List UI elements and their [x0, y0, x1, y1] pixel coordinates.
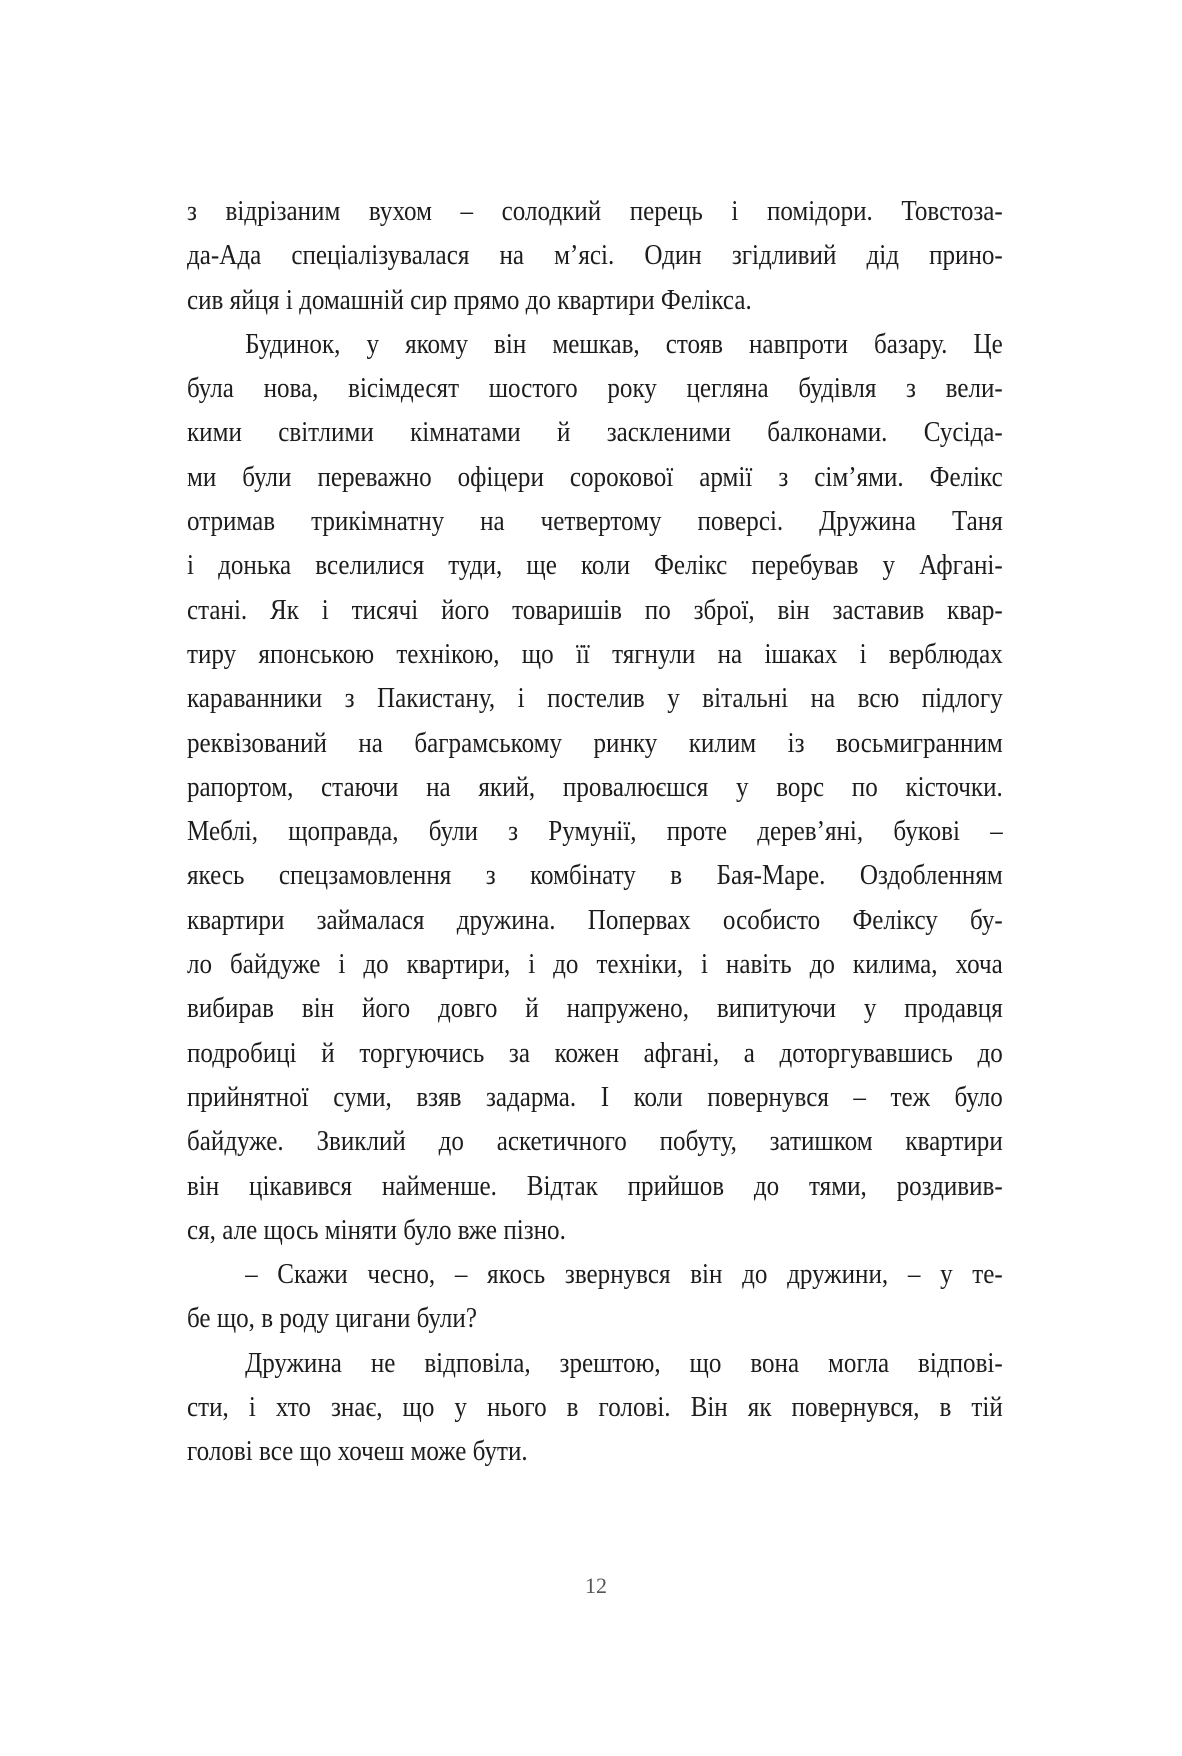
text-line: – Скажи чесно, – якось звернувся він до дружини, – у те-	[245, 1259, 1003, 1291]
text-line: і донька вселилися туди, ще коли Фелікс перебував у Афгані-	[187, 550, 1003, 582]
text-line: реквізований на баграмському ринку килим із восьмигранним	[187, 727, 1003, 759]
text-line: прийнятної суми, взяв задарма. І коли повернувся – теж було	[187, 1081, 1003, 1113]
body-text	[187, 190, 1003, 1475]
text-line: рапортом, стаючи на який, провалюєшся у ворс по кісточки.	[187, 771, 1003, 803]
text-line: сти, і хто знає, що у нього в голові. Він як повернувся, в тій	[187, 1392, 1003, 1424]
text-line: кими світлими кімнатами й заскленими балконами. Сусіда-	[187, 417, 1003, 449]
text-line: да-Ада спеціалізувалася на м’ясі. Один згідливий дід прино-	[187, 240, 1003, 272]
text-line: вибирав він його довго й напружено, випитуючи у продавця	[187, 993, 1003, 1025]
text-line: отримав трикімнатну на четвертому поверсі. Дружина Таня	[187, 506, 1003, 538]
text-line: Меблі, щоправда, були з Румунії, проте дерев’яні, букові –	[187, 816, 1003, 848]
text-line: якесь спецзамовлення з комбінату в Бая-Маре. Оздобленням	[187, 860, 1003, 892]
text-line: Дружина не відповіла, зрештою, що вона могла відпові-	[245, 1347, 1003, 1379]
text-line: він цікавився найменше. Відтак прийшов до тями, роздивив-	[187, 1170, 1003, 1202]
text-line: бе що, в роду цигани були?	[187, 1303, 477, 1335]
text-line: караванники з Пакистану, і постелив у вітальні на всю підлогу	[187, 683, 1003, 715]
text-line: тиру японською технікою, що її тягнули на ішаках і верблюдах	[187, 638, 1003, 670]
page-number	[0, 1573, 1182, 1599]
text-line: ло байдуже і до квартири, і до техніки, і навіть до килима, хоча	[187, 949, 1003, 981]
text-line: з відрізаним вухом – солодкий перець і помідори. Товстоза-	[187, 196, 1003, 227]
text-line: ся, але щось міняти було вже пізно.	[187, 1214, 566, 1246]
text-line: стані. Як і тисячі його товаришів по зброї, він заставив квар-	[187, 594, 1003, 626]
page-number-text: 12	[585, 1573, 607, 1598]
text-line: подробиці й торгуючись за кожен афгані, а доторгувавшись до	[187, 1037, 1003, 1069]
text-line: квартири займалася дружина. Попервах особисто Феліксу бу-	[187, 904, 1003, 936]
text-line: сив яйця і домашній сир прямо до квартири Фелікса.	[187, 284, 752, 316]
text-line: ми були переважно офіцери сорокової армії з сім’ями. Фелікс	[187, 461, 1003, 493]
text-line: Будинок, у якому він мешкав, стояв навпроти базару. Це	[245, 328, 1003, 360]
text-line: голові все що хочеш може бути.	[187, 1436, 528, 1468]
text-line: байдуже. Звиклий до аскетичного побуту, затишком квартири	[187, 1126, 1003, 1158]
text-line: була нова, вісімдесят шостого року цегляна будівля з вели-	[187, 373, 1003, 405]
